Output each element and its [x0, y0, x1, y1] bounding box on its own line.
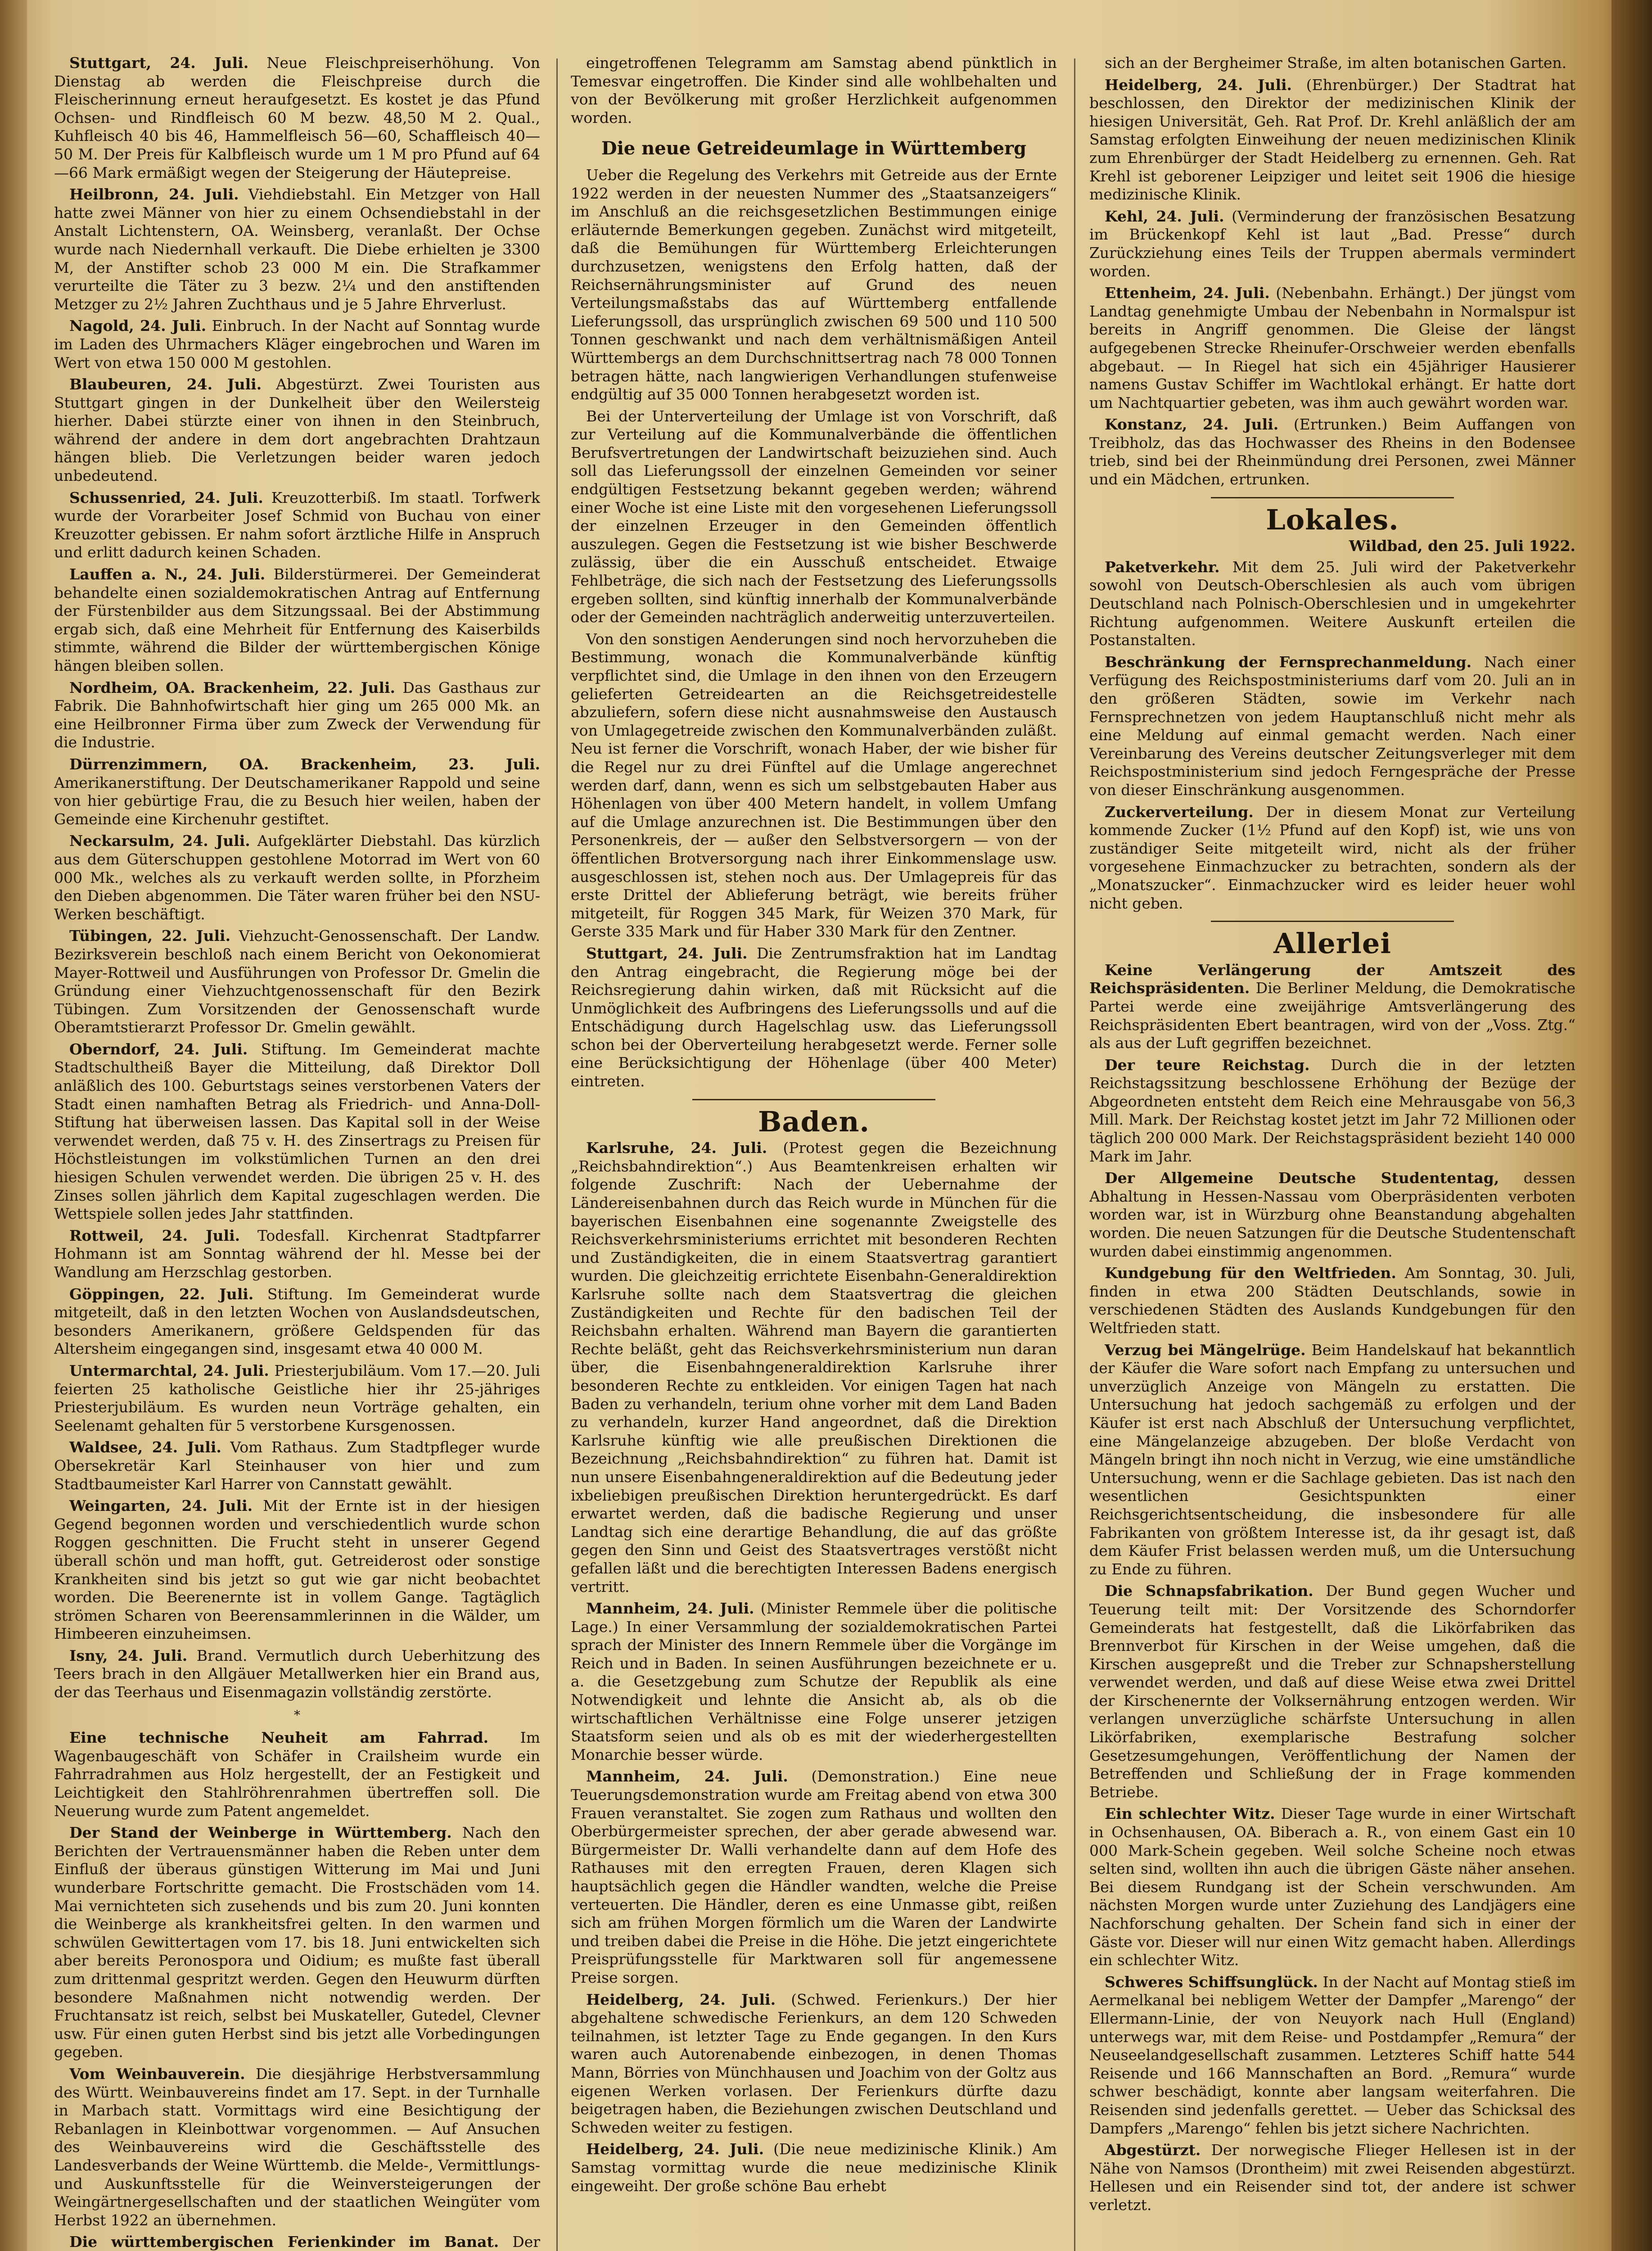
news-item-dateline: Heidelberg, 24. Juli. [586, 1990, 776, 2008]
news-item-dateline: Der Allgemeine Deutsche Studententag, [1105, 1169, 1499, 1187]
news-item-text: dessen Abhaltung in Hessen-Nassau vom Oberpräsidenten verboten worden war, ist in Würzburg ohne Beanstandung abgehalten worden. Die neuen Satzungen für die Deutsche Studentenschaft wurden dabei einstimmig angenommen. [1089, 1169, 1575, 1260]
news-item-dateline: Die württembergischen Ferienkinder im Banat. [69, 2233, 499, 2251]
news-item [1089, 961, 1575, 1053]
news-item-text: Mit dem 25. Juli wird der Paketverkehr sowohl von Deutsch-Oberschlesien als auch vom übrigen Deutschland nach Polnisch-Oberschlesien und in umgekehrter Richtung aufgenommen. Weitere Auskunft erteilen die Postanstalten. [1089, 558, 1575, 649]
news-item [571, 2140, 1057, 2195]
news-item-text: Todesfall. Kirchenrat Stadtpfarrer Hohmann ist am Sonntag während der hl. Messe bei der Wandlung am Herzschlag gestorben. [54, 1226, 540, 1281]
section-heading: Allerlei [1273, 927, 1391, 960]
news-item-text: Am Sonntag, 30. Juli, finden in etwa 200 Städten Deutschlands, sowie in verschiedenen Städten des Auslands Kundgebungen für den Weltfrieden statt. [1089, 1264, 1575, 1337]
news-item [54, 679, 540, 752]
news-item-text: Im Wagenbaugeschäft von Schäfer in Crailsheim wurde ein Fahrradrahmen aus Holz hergestellt, der an Festigkeit und Leichtigkeit den Stahlröhrenrahmen übertreffen soll. Die Neuerung wurde zum Patent angemeldet. [54, 1729, 540, 1820]
news-item-text: Bilderstürmerei. Der Gemeinderat behandelte einen sozialdemokratischen Antrag auf Entfernung der Fürstenbilder aus dem Sitzungssaal. Bei der Abstimmung ergab sich, daß eine Mehrheit für Entfernung des Kaiserbilds stimmte, während die Bilder der württembergischen Könige hängen bleiben sollen. [54, 565, 540, 674]
news-item-text: Die diesjährige Herbstversammlung des Württ. Weinbauvereins findet am 17. Sept. in der Turnhalle in Marbach statt. Vormittags wird eine Besichtigung der Rebanlagen in Kleinbottwar vorgenommen. — Auf Ansuchen des Weinbauvereins wird die Geschäftsstelle des Landesverbands der Weine Württemb. die Melde-, Vermittlungs- und Auskunftsstelle für die Weinversteigerungen der Weingärtnergesellschaften und der staatlichen Weingüter vom Herbst 1922 an übernehmen. [54, 2065, 540, 2229]
news-item-dateline: Die Schnapsfabrikation. [1105, 1582, 1313, 1600]
news-item-text: Stiftung. Im Gemeinderat wurde mitgeteilt, daß in den letzten Wochen von Auslandsdeutschen, besonders Amerikanern, größere Geldspenden für das Altersheim eingegangen sind, insgesamt etwa 40 000 M. [54, 1285, 540, 1358]
news-item-dateline: Neckarsulm, 24. Juli. [69, 832, 250, 850]
news-item-text: Nach einer Verfügung des Reichspostministeriums darf vom 20. Juli an in den größeren Städten, sowie im Verkehr nach Fernsprechnetzen von jedem Hauptanschluß nicht mehr als eine Meldung auf einmal gemacht werden. Nach einer Vereinbarung des Vereins deutscher Zeitungsverleger mit dem Reichspostministerium sind jedoch Ferngespräche der Presse von dieser Einschränkung ausgenommen. [1089, 653, 1575, 799]
news-item-dateline: Heidelberg, 24. Juli. [586, 2140, 764, 2158]
column-right [1089, 54, 1575, 2251]
news-item-text: (Die neue medizinische Klinik.) Am Samstag vormittag wurde die neue medizinische Klinik eingeweiht. Der große schöne Bau erhebt [571, 2140, 1057, 2195]
news-item-text: Nach den Berichten der Vertrauensmänner haben die Reben unter dem Einfluß der überaus günstigen Witterung im Mai und Juni wunderbare Fortschritte gemacht. Die Frostschäden vom 14. Mai vernichteten sich zusehends und bis zum 20. Juni konnten die Weinberge als krankheitsfrei gelten. In den warmen und schwülen Gewittertagen vom 17. bis 18. Juni entwickelten sich aber bereits Peronospora und Oidium; es mußte fast überall zum drittenmal gespritzt werden. Gegen den Heuwurm dürften besondere Maßnahmen nicht notwendig werden. Der Fruchtansatz ist reich, selbst bei Muskateller, Gutedel, Clevner usw. Für einen guten Herbst sind bis jetzt alle Vorbedingungen gegeben. [54, 1824, 540, 2061]
page-edge-right [1611, 0, 1652, 2251]
news-item-text: Neue Fleischpreiserhöhung. Von Dienstag ab werden die Fleischpreise durch die Fleischerinnung erneut heraufgesetzt. Es kostet je das Pfund Ochsen- und Rindfleisch 60 M bezw. 48,50 M 2. Qual., Kuhfleisch 40 bis 46, Hammelfleisch 56—60, Schaffleisch 40—50 M. Der Preis für Kalbfleisch wurde um 1 M pro Pfund auf 64—66 Mark ermäßigt wegen der Steigerung der Häutepreise. [54, 54, 540, 181]
news-item-text: Dieser Tage wurde in einer Wirtschaft in Ochsenhausen, OA. Biberach a. R., von einem Gast ein 10 000 Mark-Schein gegeben. Weil solche Scheine noch etwas selten sind, wollten ihn auch die übrigen Gäste näher ansehen. Bei diesem Rundgang ist der Schein verschwunden. Am nächsten Morgen wurde unter Zuziehung des Landjägers eine Nachforschung gehalten. Der Schein fand sich in einer der Gäste vor. Dieser will nur einen Witz gemacht haben. Allerdings ein schlechter Witz. [1089, 1805, 1575, 1969]
section-rule [1211, 921, 1454, 922]
article-paragraph: Von den sonstigen Aenderungen sind noch hervorzuheben die Bestimmung, wonach die Kommunalverbände künftig verpflichtet sind, die Umlage in den ihnen von den Erzeugern gelieferten Getreidearten an die Reichsgetreidestelle abzuliefern, sofern diese nicht ausnahmsweise den Austausch von Umlagegetreide zwischen den Kommunalverbänden zuläßt. Neu ist ferner die Vorschrift, wonach Haber, der wie bisher für die Regel nur zu drei Fünftel auf die Umlage angerechnet werden darf, dann, wenn es sich um selbstgebauten Haber aus Höhenlagen von über 400 Metern handelt, in vollem Umfang auf die Umlage anzurechnen ist. Die Bestimmungen über den Personenkreis, der — außer den Selbstversorgern — von der öffentlichen Brotversorgung nach ihrer Einkommenslage usw. ausgeschlossen ist, stehen noch aus. Der Umlagepreis für das erste Drittel der Ablieferung beträgt, wie bereits früher mitgeteilt, für Roggen 345 Mark, für Weizen 370 Mark, für Gerste 335 Mark und für Haber 330 Mark für den Zentner. [571, 630, 1057, 940]
news-item-text: Vom Rathaus. Zum Stadtpfleger wurde Obersekretär Karl Steinhauser von hier und zum Stadtbaumeister Karl Harrer von Cannstatt gewählt. [54, 1438, 540, 1493]
news-item [54, 1438, 540, 1493]
news-item-text: (Minister Remmele über die politische Lage.) In einer Versammlung der sozialdemokratischen Partei sprach der Minister des Innern Remmele über die Vorgänge im Reich und in Baden. In seinen Ausführungen bezeichnete er u. a. die Gesetzgebung zum Schutze der Republik als eine Notwendigkeit und lehnte die Ansicht ab, als ob die wirtschaftlichen Verhältnisse eine Folge unserer jetzigen Staatsform seien und als ob es mit der wiederhergestellten Monarchie besser würde. [571, 1600, 1057, 1763]
news-item-dateline: Der teure Reichstag. [1105, 1056, 1310, 1074]
news-item [54, 1647, 540, 1702]
news-item-dateline: Verzug bei Mängelrüge. [1105, 1341, 1306, 1359]
news-item-text: Mit der Ernte ist in der hiesigen Gegend begonnen worden und verschiedentlich wurde schon Roggen geschnitten. Die Frucht steht in unserer Gegend überall schön und man hofft, gut. Getreiderost oder sonstige Krankheiten sind bis jetzt so gut wie gar nicht beobachtet worden. Die Beerenernte ist in vollem Gange. Tagtäglich strömen Scharen von Beerensammlerinnen in die Wälder, um Himbeeren einzuheimsen. [54, 1497, 540, 1643]
column-left [54, 54, 540, 2251]
section-heading: Die neue Getreideumlage in Württemberg [601, 138, 1027, 159]
news-item [1089, 1582, 1575, 1801]
article-paragraph: Bei der Unterverteilung der Umlage ist von Vorschrift, daß zur Verteilung auf die Kommunalverbände die öffentlichen Berufsvertretungen der Landwirtschaft beizuziehen sind. Auch soll das Lieferungssoll der einzelnen Gemeinden vor seiner endgültigen Festsetzung bekannt gegeben werden; während einer Woche ist eine Liste mit den vorgesehenen Lieferungssoll der einzelnen Erzeuger in den Gemeinden öffentlich auszulegen. Gegen die Festsetzung ist wie bisher Beschwerde zulässig, über die ein Ausschuß entscheidet. Etwaige Fehlbeträge, die sich nach der Festsetzung des Lieferungssolls ergeben sollten, sind künftig innerhalb der Kommunalverbände oder der Gemeinden nachträglich anderweitig unterzuverteilen. [571, 407, 1057, 626]
news-item-text: (Nebenbahn. Erhängt.) Der jüngst vom Landtag genehmigte Umbau der Nebenbahn in Normalspur ist bereits in Angriff genommen. Die Gleise der längst aufgegebenen Strecke Rheinufer-Orschweier werden ebenfalls abgebaut. — In Riegel hat sich ein 45jähriger Hausierer namens Gustav Schiffer im Wachtlokal erhängt. Er hatte dort um Nachtquartier gebeten, was ihm auch gewährt worden war. [1089, 284, 1575, 411]
news-item [571, 1767, 1057, 1987]
news-item-text: Viehzucht-Genossenschaft. Der Landw. Bezirksverein beschloß nach einem Bericht von Oekonomierat Mayer-Rottweil und Ausführungen von Professor Dr. Gmelin die Gründung einer Viehzuchtgenossenschaft für den Bezirk Tübingen. Zum Vorsitzenden der Genossenschaft wurde Oberamtstierarzt Professor Dr. Gmelin gewählt. [54, 927, 540, 1036]
news-item-dateline: Kundgebung für den Weltfrieden. [1105, 1264, 1396, 1282]
news-item-text: (Verminderung der französischen Besatzung im Brückenkopf Kehl ist laut „Bad. Presse“ durch Zurückziehung eines Teils der Truppen abermals vermindert worden. [1089, 207, 1575, 280]
news-item-dateline: Stuttgart, 24. Juli. [69, 54, 249, 72]
news-item-dateline: Schweres Schiffsunglück. [1105, 1973, 1318, 1991]
news-item [54, 1362, 540, 1435]
news-item [1089, 1805, 1575, 1969]
news-item [1089, 284, 1575, 412]
news-item-dateline: Tübingen, 22. Juli. [69, 927, 231, 945]
news-item [1089, 416, 1575, 488]
news-item-dateline: Blaubeuren, 24. Juli. [69, 375, 262, 393]
news-item-dateline: Beschränkung der Fernsprechanmeldung. [1105, 653, 1472, 671]
news-item [571, 1991, 1057, 2137]
news-item-text: Das Gasthaus zur Fabrik. Die Bahnhofwirtschaft hier ging um 265 000 Mk. an eine Heilbronner Firma über zum Zweck der Verwendung für die Industrie. [54, 678, 540, 751]
news-item-dateline: Lauffen a. N., 24. Juli. [69, 565, 266, 583]
news-item-dateline: Zuckerverteilung. [1105, 803, 1254, 821]
column-rule [556, 59, 558, 2251]
news-item [571, 945, 1057, 1091]
news-item-dateline: Rottweil, 24. Juli. [69, 1226, 240, 1244]
news-item [54, 755, 540, 828]
news-item-text: Kreuzotterbiß. Im staatl. Torfwerk wurde der Vorarbeiter Josef Schmid von Buchau von einer Kreuzotter gebissen. Er nahm sofort ärztliche Hilfe in Anspruch und erlitt dadurch keinen Schaden. [54, 488, 540, 561]
news-item-dateline: Isny, 24. Juli. [69, 1646, 188, 1664]
news-item-text: Der Bund gegen Wucher und Teuerung teilt mit: Der Vorsitzende des Schorndorfer Gemeinderats hat festgestellt, daß die Likörfabriken das Brennverbot für Kirschen in der Weise umgehen, daß die Kirschen ausgepreßt und die Treber zur Schnapsherstellung verwendet werden, und daß auf diese Weise etwa zwei Drittel der Kirschenernte der Volksernährung entzogen werden. Wir verlangen unverzügliche schärfste Untersuchung in allen Likörfabriken, exemplarische Bestrafung solcher Gesetzesumgehungen, Veröffentlichung der Namen der Betreffenden und Schließung der in Frage kommenden Betriebe. [1089, 1582, 1575, 1801]
news-item [1089, 208, 1575, 280]
news-item-dateline: Vom Weinbauverein. [69, 2065, 245, 2083]
section-heading: Lokales. [1266, 503, 1399, 536]
news-item-dateline: Abgestürzt. [1105, 2141, 1201, 2159]
news-item [54, 489, 540, 562]
news-item [1089, 1169, 1575, 1261]
news-item [571, 1600, 1057, 1764]
news-item [54, 1227, 540, 1282]
news-item [54, 375, 540, 485]
news-item-dateline: Waldsee, 24. Juli. [69, 1438, 221, 1456]
news-item [54, 832, 540, 923]
news-item-text: Der in diesem Monat zur Verteilung kommende Zucker (1½ Pfund auf den Kopf) ist, wie uns von zuständiger Seite mitgeteilt wird, nicht als der früher vorgesehene Einmachzucker zu betrachten, sondern als der „Monatszucker“. Einmachzucker wird es leider heuer wohl nicht geben. [1089, 803, 1575, 912]
news-item [54, 1729, 540, 1820]
news-item-dateline: Konstanz, 24. Juli. [1105, 416, 1279, 434]
news-item [1089, 558, 1575, 650]
article-paragraph: Ueber die Regelung des Verkehrs mit Getreide aus der Ernte 1922 werden in der neuesten Nummer des „Staatsanzeigers“ im Anschluß an die reichsgesetzlichen Bestimmungen einige erläuternde Bemerkungen gegeben. Zunächst wird mitgeteilt, daß die Bemühungen für Württemberg Erleichterungen durchzusetzen, wenigstens den Erfolg hatten, daß der Reichsernährungsminister auf Grund des neuen Verteilungsmaßstabs das auf Württemberg entfallende Lieferungssoll, das ursprünglich zwischen 69 500 und 110 500 Tonnen geschwankt und nach dem verhältnismäßigen Anteil Württembergs an dem Durchschnittsertrag nach 78 000 Tonnen betragen hätte, nach langwierigen Verhandlungen stufenweise endgültig auf 35 000 Tonnen herabgesetzt worden ist. [571, 166, 1057, 403]
news-item [54, 317, 540, 372]
news-item-dateline: Weingarten, 24. Juli. [69, 1497, 253, 1515]
news-item-dateline: Untermarchtal, 24. Juli. [69, 1361, 269, 1379]
news-item [1089, 1973, 1575, 2138]
news-item-dateline: Ettenheim, 24. Juli. [1105, 284, 1270, 302]
news-item-text: Abgestürzt. Zwei Touristen aus Stuttgart gingen in der Dunkelheit über den Weilersteig hierher. Dabei stürzte einer von ihnen in den Steinbruch, während der andere in dem dort angebrachten Drahtzaun hängen blieb. Die Verletzungen beider waren jedoch unbedeutend. [54, 375, 540, 485]
news-item-dateline: Karlsruhe, 24. Juli. [586, 1139, 767, 1157]
column-middle [571, 54, 1057, 2251]
news-item [1089, 1264, 1575, 1337]
news-item [54, 1824, 540, 2061]
news-item-dateline: Schussenried, 24. Juli. [69, 488, 263, 506]
news-item [54, 1497, 540, 1643]
news-item-dateline: Oberndorf, 24. Juli. [69, 1040, 248, 1058]
news-item [1089, 653, 1575, 800]
news-item-text: (Protest gegen die Bezeichnung „Reichsbahndirektion“.) Aus Beamtenkreisen erhalten wir folgende Zuschrift: Nach der Uebernahme der Ländereisenbahnen durch das Reich wurde in München für die bayerischen Eisenbahnen eine sogenannte Zweigstelle des Reichsverkehrsministeriums errichtet mit besonderen Rechten und Zuständigkeiten, die in einem Staatsvertrag garantiert wurden. Die gleichzeitig errichtete Eisenbahn-Generaldirektion Karlsruhe sollte nach dem Staatsvertrag die gleichen Zuständigkeiten und Rechte für den badischen Teil der Reichsbahn erhalten. Während man Bayern die garantierten Rechte beläßt, geht das Reichsverkehrsministerium nun daran über, die Eisenbahngeneraldirektion Karlsruhe ihrer besonderen Rechte zu entkleiden. Vor einigen Tagen hat nach Baden zu verhandeln, terium ohne vorher mit dem Land Baden zu verhandeln, kurzer Hand angeordnet, daß die Direktion Karlsruhe künftig wie alle preußischen Direktionen die Bezeichnung „Reichsbahndirektion“ zu führen hat. Damit ist nun unsere Eisenbahngeneraldirektion auf die Bedeutung jeder ixbeliebigen preußischen Direktion heruntergedrückt. Es darf erwartet werden, daß die badische Regierung und unser Landtag sich eine derartige Behandlung, die auf das größte gegen den Sinn und Geist des Staatsvertrages verstößt nicht gefallen läßt und die berechtigten Interessen Badens energisch vertritt. [571, 1139, 1057, 1596]
news-item-text: Der norwegische Flieger Hellesen ist in der Nähe von Namsos (Drontheim) mit zwei Reisenden abgestürzt. Hellesen und ein Reisender sind tot, der andere ist schwer verletzt. [1089, 2141, 1575, 2214]
news-item-dateline: Nagold, 24. Juli. [69, 317, 207, 335]
news-item [54, 1040, 540, 1223]
news-item-dateline: Stuttgart, 24. Juli. [586, 944, 748, 962]
news-item [1089, 2141, 1575, 2214]
news-item-dateline: Eine technische Neuheit am Fahrrad. [69, 1729, 489, 1747]
news-item-dateline: Keine Verlängerung der Amtszeit des Reichspräsidenten. [1089, 961, 1575, 997]
news-item [1089, 1056, 1575, 1166]
news-item-dateline: Nordheim, OA. Brackenheim, 22. Juli. [69, 678, 396, 696]
news-item-dateline: Der Stand der Weinberge in Württemberg. [69, 1824, 452, 1842]
news-item [54, 927, 540, 1037]
dateline: Wildbad, den 25. Juli 1922. [1349, 537, 1575, 555]
article-paragraph: sich an der Bergheimer Straße, im alten botanischen Garten. [1105, 54, 1567, 72]
news-item-text: Stiftung. Im Gemeinderat machte Stadtschultheiß Bayer die Mitteilung, daß Direktor Doll anläßlich des 100. Geburtstags seines verstorbenen Vaters der Stadt einen namhaften Betrag als Friedrich- und Anna-Doll-Stiftung hat überweisen lassen. Das Kapital soll in der Weise verwendet werden, daß 75 v. H. des Zinsertrags zu Preisen für Höchstleistungen im volkstümlichen Turnen an den drei hiesigen Schulen verwendet werden. Die übrigen 25 v. H. des Zinses sollen jährlich dem Kapital zugeschlagen werden. Die Wettspiele sollen jedes Jahr stattfinden. [54, 1040, 540, 1223]
news-item-dateline: Mannheim, 24. Juli. [586, 1767, 788, 1785]
section-heading: Baden. [758, 1105, 870, 1138]
news-item [54, 565, 540, 675]
news-item-dateline: Heidelberg, 24. Juli. [1105, 76, 1292, 94]
news-item-dateline: Kehl, 24. Juli. [1105, 207, 1224, 225]
news-item-dateline: Heilbronn, 24. Juli. [69, 185, 239, 203]
column-rule [1074, 59, 1075, 2251]
news-item [54, 54, 540, 182]
news-item [1089, 803, 1575, 913]
news-item-dateline: Mannheim, 24. Juli. [586, 1600, 754, 1618]
news-item [54, 185, 540, 313]
news-item-text: Der [512, 2233, 540, 2251]
news-item-text: Brand. Vermutlich durch Ueberhitzung des Teers brach in den Allgäuer Metallwerken hier ein Brand aus, der das Teerhaus und Eisenmagazin vollständig zerstörte. [54, 1646, 540, 1701]
news-item-text: (Demonstration.) Eine neue Teuerungsdemonstration wurde am Freitag abend von etwa 300 Frauen veranstaltet. Sie zogen zum Rathaus und wollten den Oberbürgermeister sprechen, der aber gerade abwesend war. Bürgermeister Dr. Walli verhandelte dann auf dem Hofe des Rathauses mit den erregten Frauen, deren Klagen sich hauptsächlich gegen die Händler wandten, welche die Preise verteuerten. Die Händler, deren es eine Unmasse gibt, reißen sich am frühen Morgen förmlich um die Waren der Landwirte und treiben dabei die Preise in die Höhe. Die jetzt eingerichtete Preisprüfungsstelle für Marktwaren soll für angemessene Preise sorgen. [571, 1767, 1057, 1986]
news-item [54, 2065, 540, 2229]
news-item-text: Priesterjubiläum. Vom 17.—20. Juli feierten 25 katholische Geistliche hier ihr 25-jähriges Priesterjubiläum. Es wurden neun Vorträge gehalten, ein Seelenamt gehalten für 5 verstorbene Kursgenossen. [54, 1361, 540, 1434]
news-item-text: Die Zentrumsfraktion hat im Landtag den Antrag eingebracht, die Regierung möge bei der Reichsregierung dahin wirken, daß mit Rücksicht auf die Unmöglichkeit des Aufbringens des Lieferungssolls und auf die Entschädigung durch Hagelschlag usw. das Lieferungssoll schon bei der Oberverteilung herabgesetzt werde. Ferner solle eine Berücksichtigung der Höhenlage (über 400 Meter) eintreten. [571, 944, 1057, 1090]
binding-edge-left [0, 0, 27, 2251]
news-item-text: Die Berliner Meldung, die Demokratische Partei werde eine zweijährige Amtsverlängerung des Reichspräsidenten Ebert beantragen, wird von der „Voss. Ztg.“ als aus der Luft gegriffen bezeichnet. [1089, 979, 1575, 1052]
news-item-text: (Ehrenbürger.) Der Stadtrat hat beschlossen, den Direktor der medizinischen Klinik der hiesigen Universität, Geh. Rat Prof. Dr. Krehl anläßlich der am Samstag erfolgten Einweihung der neuen medizinischen Klinik zum Ehrenbürger der Stadt Heidelberg zu ernennen. Geh. Rat Krehl ist geborener Leipziger und leitet seit 1906 die hiesige medizinische Klinik. [1089, 76, 1575, 203]
section-rule [692, 1099, 935, 1100]
news-item [1089, 1341, 1575, 1579]
news-item-text: In der Nacht auf Montag stieß im Aermelkanal bei nebligem Wetter der Dampfer „Marengo“ der Ellermann-Linie, der von Neuyork nach Hull (England) unterwegs war, mit dem Reise- und Postdampfer „Remura“ der Neuseelandgesellschaft zusammen. Letzteres Schiff hatte 544 Reisende und 166 Mannschaften an Bord. „Remura“ wurde schwer beschädigt, konnte aber langsam weiterfahren. Die Reisenden sind jedenfalls gerettet. — Ueber das Schicksal des Dampfers „Marengo“ fehlen bis jetzt sichere Nachrichten. [1089, 1973, 1575, 2137]
news-item [54, 1285, 540, 1358]
news-item-text: (Ertrunken.) Beim Auffangen von Treibholz, das das Hochwasser des Rheins in den Bodensee trieb, sind bei der Rheinmündung drei Personen, zwei Männer und ein Mädchen, ertrunken. [1089, 416, 1575, 488]
news-item-dateline: Paketverkehr. [1105, 558, 1220, 576]
news-item-dateline: Ein schlechter Witz. [1105, 1805, 1275, 1823]
news-item-text: (Schwed. Ferienkurs.) Der hier abgehaltene schwedische Ferienkurs, an dem 120 Schweden teilnahmen, ist letzter Tage zu Ende gegangen. In den Kurs waren auch Autorenabende einbezogen, in denen Thomas Mann, Börries von Münchhausen und Joachim von der Goltz aus eigenen Werken vorlasen. Der Ferienkurs dürfte dazu beigetragen haben, die Beziehungen zwischen Deutschland und Schweden weiter zu festigen. [571, 1990, 1057, 2136]
news-item-text: Amerikanerstiftung. Der Deutschamerikaner Rappold und seine von hier gebürtige Frau, die zu Besuch hier weilen, haben der Gemeinde eine Kirchenuhr gestiftet. [54, 773, 540, 828]
news-item-text: Einbruch. In der Nacht auf Sonntag wurde im Laden des Uhrmachers Kläger eingebrochen und Waren im Wert von etwa 150 000 M gestohlen. [54, 317, 540, 371]
news-item-text: Aufgeklärter Diebstahl. Das kürzlich aus dem Güterschuppen gestohlene Motorrad im Wert von 60 000 Mk., welches als zu verkauft werden sollte, in Pforzheim den Dieben abgenommen. Die Täter waren früher bei den NSU-Werken beschäftigt. [54, 832, 540, 923]
news-item-dateline: Dürrenzimmern, OA. Brackenheim, 23. Juli. [69, 755, 540, 773]
news-item-dateline: Göppingen, 22. Juli. [69, 1285, 254, 1303]
news-item-text: Viehdiebstahl. Ein Metzger von Hall hatte zwei Männer von hier zu einem Ochsendiebstahl in der Anstalt Lichtenstern, OA. Weinsberg, veranlaßt. Der Ochse wurde nach Niedernhall verkauft. Die Diebe erhielten je 3300 M, der Anstifter schob 23 000 M ein. Die Strafkammer verurteilte die Täter zu 3 bezw. 2¼ und den anstiftenden Metzger zu 2½ Jahren Zuchthaus und je 5 Jahre Ehrverlust. [54, 185, 540, 313]
news-item-text: Durch die in der letzten Reichstagssitzung beschlossene Erhöhung der Bezüge der Abgeordneten entsteht dem Reich eine Mehrausgabe von 56,3 Mill. Mark. Der Reichstag kostet jetzt im Jahr 72 Millionen oder täglich 200 000 Mark. Der Reichstagspräsident bezieht 140 000 Mark im Jahr. [1089, 1056, 1575, 1165]
news-item [54, 2233, 540, 2251]
section-rule [1211, 497, 1454, 498]
news-item-text: Beim Handelskauf hat bekanntlich der Käufer die Ware sofort nach Empfang zu untersuchen und unverzüglich Anzeige von Mängeln zu erstatten. Die Untersuchung hat jedoch sachgemäß zu erfolgen und der Käufer ist erst nach Abschluß der Untersuchung verpflichtet, eine Mängelanzeige abzugeben. Der bloße Verdacht von Mängeln bringt ihn noch nicht in Verzug, wie eine umständliche Untersuchung, wenn er die Sachlage gebieten. Das ist nach den wesentlichen Gesichtspunkten einer Reichsgerichtsentscheidung, die insbesondere für alle Fabrikanten von größtem Interesse ist, da ihr gesagt ist, daß dem Käufer Frist belassen werden muß, um die Untersuchung zu Ende zu führen. [1089, 1341, 1575, 1578]
article-paragraph: eingetroffenen Telegramm am Samstag abend pünktlich in Temesvar eingetroffen. Die Kinder sind alle wohlbehalten und von der Bevölkerung mit großer Herzlichkeit aufgenommen worden. [571, 54, 1057, 127]
section-separator-star: * [294, 1707, 300, 1722]
news-item [1089, 76, 1575, 204]
news-item [571, 1139, 1057, 1596]
